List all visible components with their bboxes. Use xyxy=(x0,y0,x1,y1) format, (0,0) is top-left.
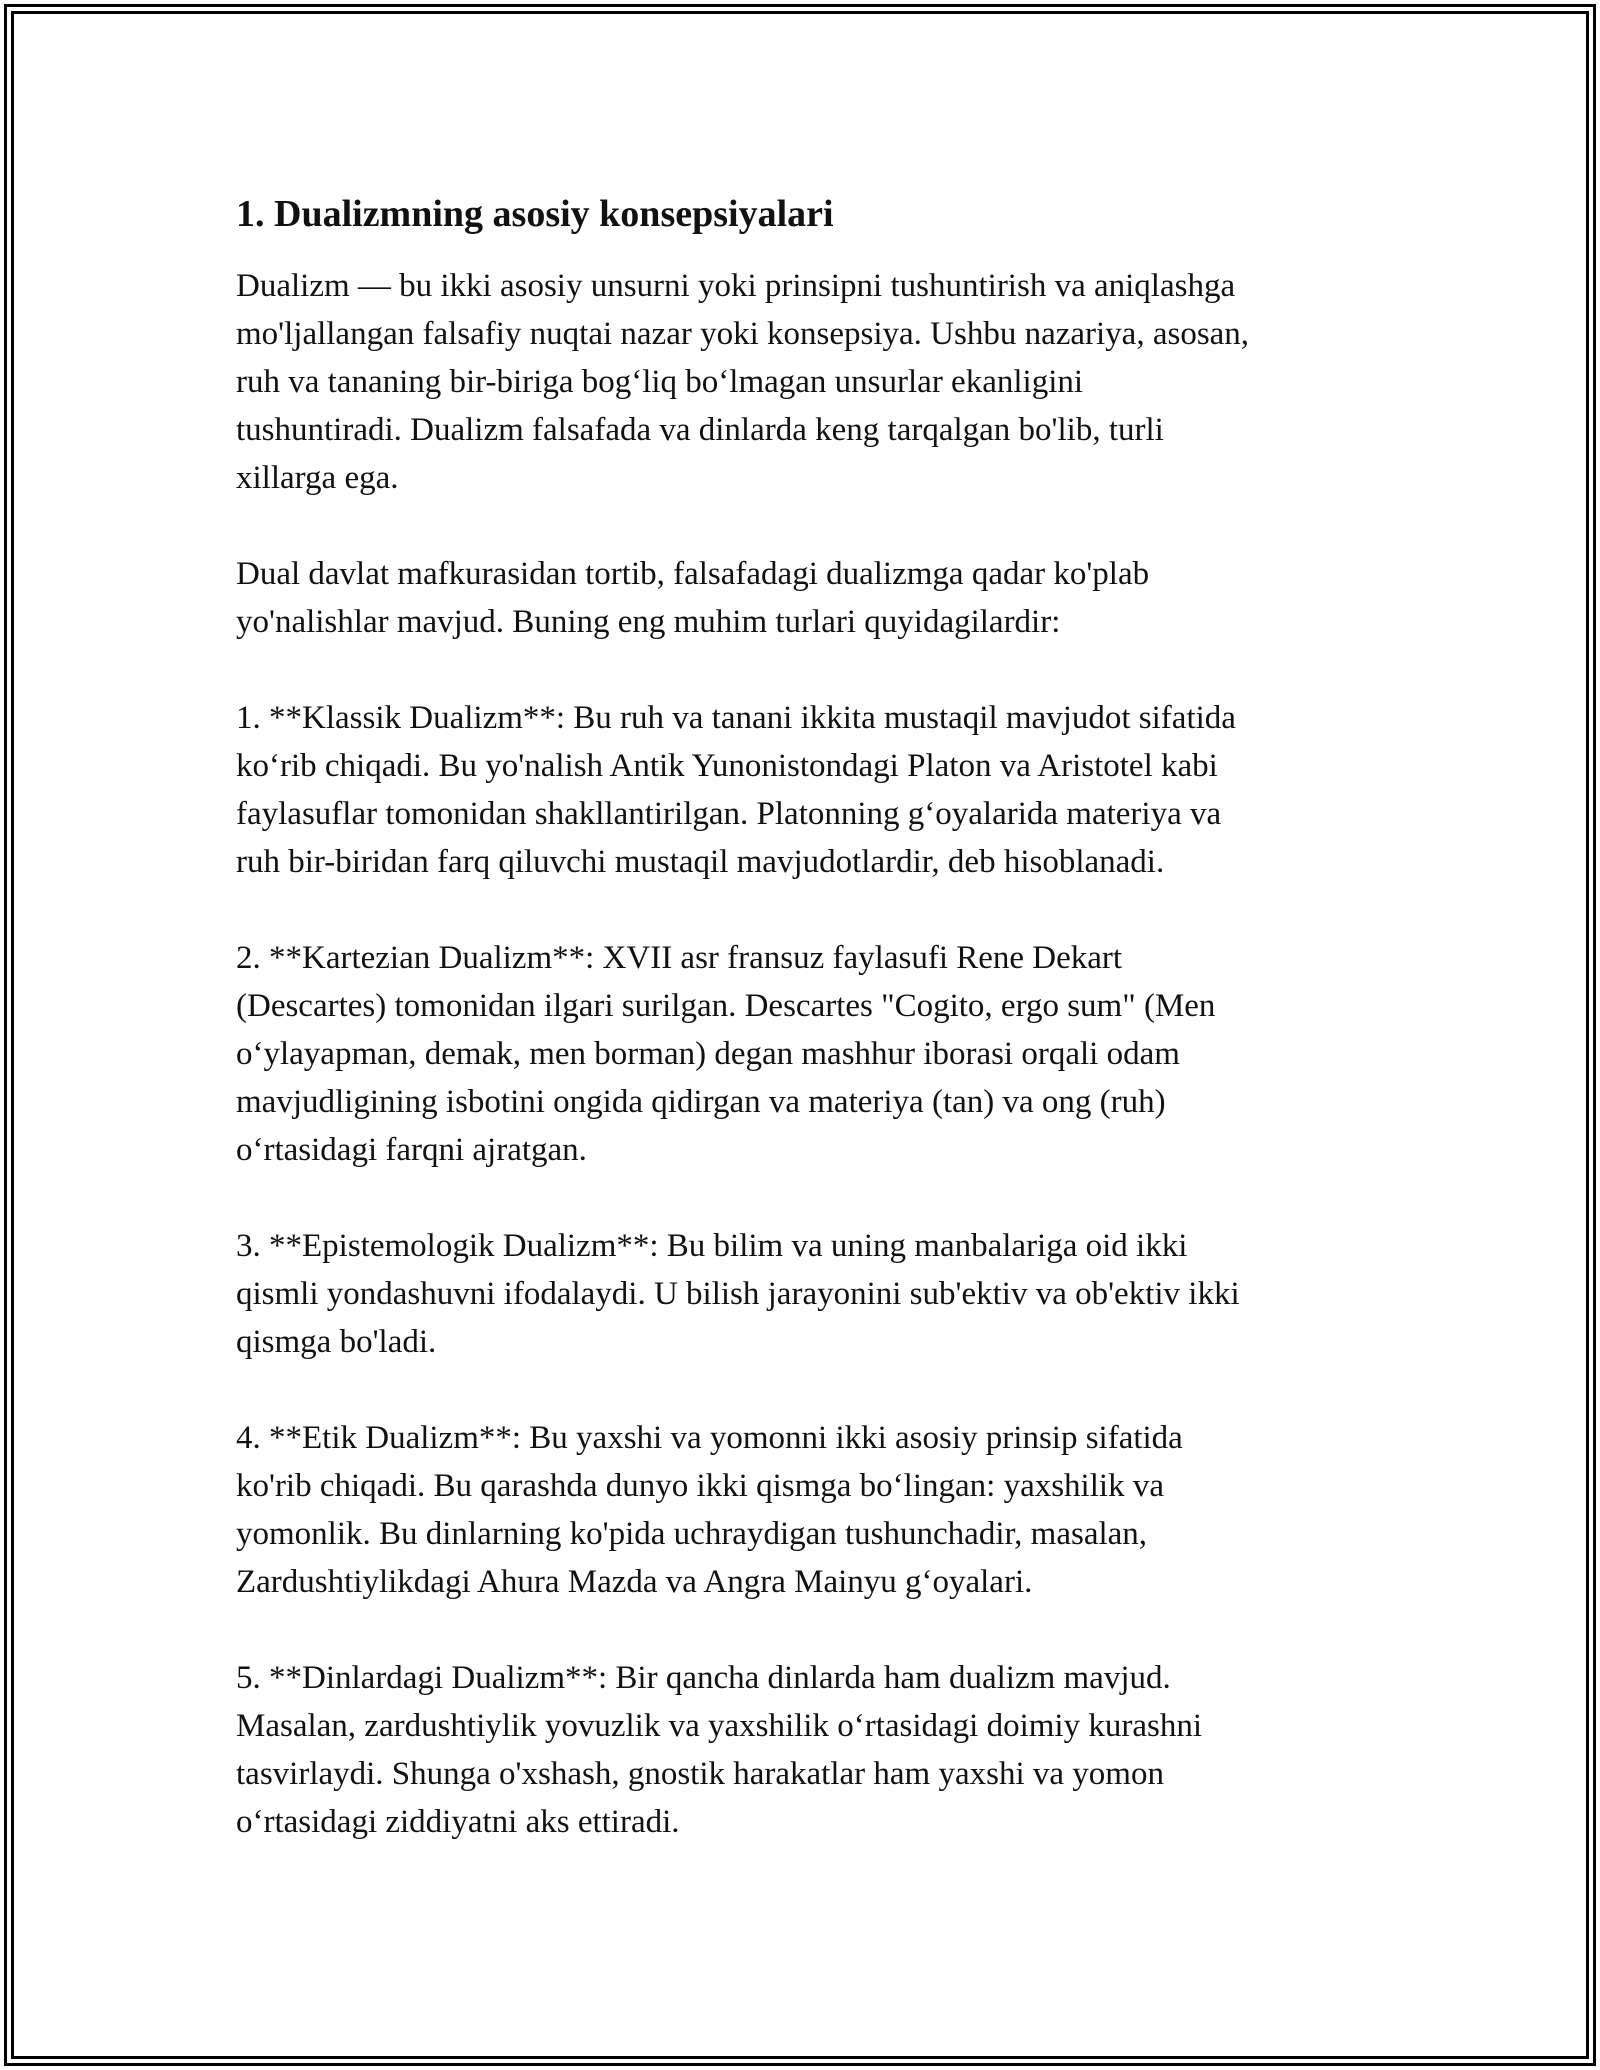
section-heading: 1. Dualizmning asosiy konsepsiyalari xyxy=(236,193,834,235)
document-body xyxy=(236,186,1396,1846)
text-line: ko‘rib chiqadi. Bu yo'nalish Antik Yunonistondagi Platon va Aristotel kabi xyxy=(236,748,1218,784)
text-line: ruh bir-biridan farq qiluvchi mustaqil mavjudotlardir, deb hisoblanadi. xyxy=(236,844,1165,880)
text-line: Dualizm — bu ikki asosiy unsurni yoki prinsipni tushuntirish va aniqlashga xyxy=(236,268,1236,304)
paragraph-intro xyxy=(236,262,1396,502)
text-line: mavjudligining isbotini ongida qidirgan va materiya (tan) va ong (ruh) xyxy=(236,1084,1166,1120)
list-item-religious-dualism xyxy=(236,1654,1396,1846)
text-line: o‘rtasidagi farqni ajratgan. xyxy=(236,1132,587,1168)
text-line: xillarga ega. xyxy=(236,460,399,496)
text-line: (Descartes) tomonidan ilgari surilgan. Descartes "Cogito, ergo sum" (Men xyxy=(236,988,1216,1024)
text-line: yomonlik. Bu dinlarning ko'pida uchraydigan tushunchadir, masalan, xyxy=(236,1516,1148,1552)
text-line: faylasuflar tomonidan shakllantirilgan. Platonning g‘oyalarida materiya va xyxy=(236,796,1222,832)
text-line: 4. **Etik Dualizm**: Bu yaxshi va yomonni ikki asosiy prinsip sifatida xyxy=(236,1420,1183,1456)
text-line: qismli yondashuvni ifodalaydi. U bilish jarayonini sub'ektiv va ob'ektiv ikki xyxy=(236,1276,1240,1312)
text-line: ruh va tananing bir-biriga bog‘liq bo‘lmagan unsurlar ekanligini xyxy=(236,364,1084,400)
text-line: 5. **Dinlardagi Dualizm**: Bir qancha dinlarda ham dualizm mavjud. xyxy=(236,1660,1171,1696)
text-line: tasvirlaydi. Shunga o'xshash, gnostik harakatlar ham yaxshi va yomon xyxy=(236,1756,1164,1792)
text-line: yo'nalishlar mavjud. Buning eng muhim turlari quyidagilardir: xyxy=(236,604,1061,640)
text-line: 3. **Epistemologik Dualizm**: Bu bilim va uning manbalariga oid ikki xyxy=(236,1228,1188,1264)
list-item-classic-dualism xyxy=(236,694,1396,886)
text-line: Dual davlat mafkurasidan tortib, falsafadagi dualizmga qadar ko'plab xyxy=(236,556,1150,592)
text-line: mo'ljallangan falsafiy nuqtai nazar yoki konsepsiya. Ushbu nazariya, asosan, xyxy=(236,316,1250,352)
text-line: Zardushtiylikdagi Ahura Mazda va Angra Mainyu g‘oyalari. xyxy=(236,1564,1033,1600)
paragraph-overview xyxy=(236,550,1396,646)
text-line: qismga bo'ladi. xyxy=(236,1324,437,1360)
list-item-epistemological-dualism xyxy=(236,1222,1396,1366)
text-line: ko'rib chiqadi. Bu qarashda dunyo ikki qismga bo‘lingan: yaxshilik va xyxy=(236,1468,1164,1504)
text-line: Masalan, zardushtiylik yovuzlik va yaxshilik o‘rtasidagi doimiy kurashni xyxy=(236,1708,1202,1744)
text-line: tushuntiradi. Dualizm falsafada va dinlarda keng tarqalgan bo'lib, turli xyxy=(236,412,1164,448)
list-item-cartesian-dualism xyxy=(236,934,1396,1174)
text-line: o‘rtasidagi ziddiyatni aks ettiradi. xyxy=(236,1804,680,1840)
text-line: o‘ylayapman, demak, men borman) degan mashhur iborasi orqali odam xyxy=(236,1036,1180,1072)
text-line: 1. **Klassik Dualizm**: Bu ruh va tanani ikkita mustaqil mavjudot sifatida xyxy=(236,700,1236,736)
text-line: 2. **Kartezian Dualizm**: XVII asr fransuz faylasufi Rene Dekart xyxy=(236,940,1123,976)
list-item-ethical-dualism xyxy=(236,1414,1396,1606)
